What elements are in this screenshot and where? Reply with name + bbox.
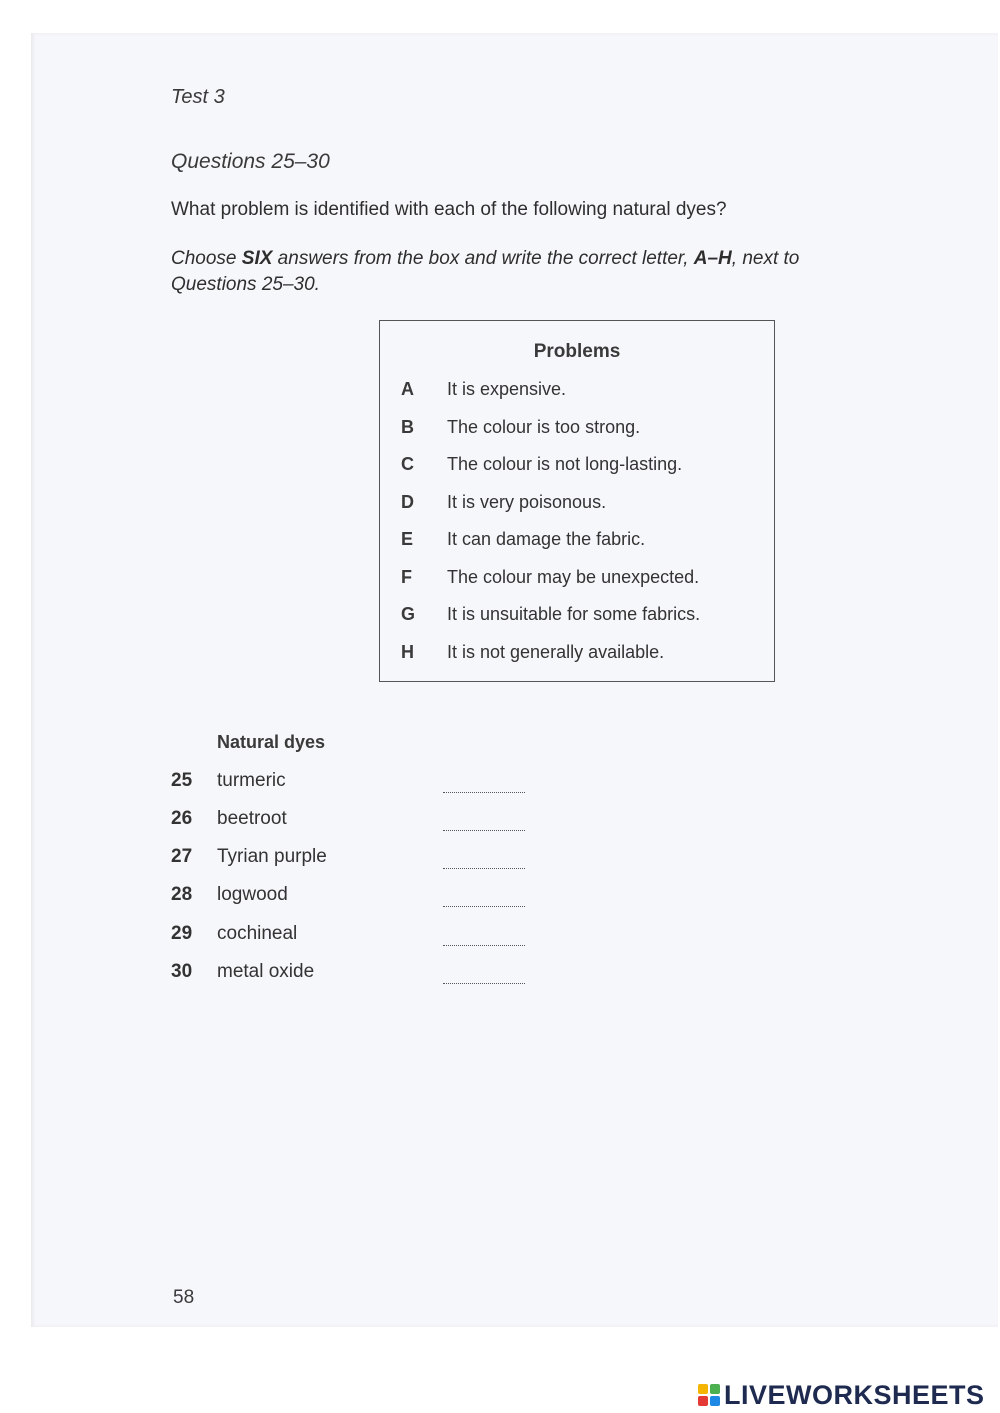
- dye-name: logwood: [217, 884, 288, 905]
- dye-question-row: [171, 923, 571, 951]
- problem-option: [380, 604, 774, 634]
- question-number: 30: [171, 961, 193, 982]
- instruction-bold-range: A–H: [693, 248, 732, 269]
- liveworksheets-logo-icon: [698, 1384, 720, 1406]
- instruction-part-3: , next to: [731, 248, 800, 269]
- logo-square-red: [698, 1396, 708, 1406]
- problem-option-letter: A: [401, 379, 414, 399]
- instruction-line-2: Questions 25–30.: [171, 274, 320, 295]
- instruction-part-1: Choose: [171, 248, 242, 269]
- problems-box-title: Problems: [533, 341, 621, 362]
- answer-input-28[interactable]: [443, 888, 525, 907]
- dye-question-row: [171, 808, 571, 836]
- instruction-line-1: [171, 246, 799, 272]
- problem-option-text: The colour may be unexpected.: [447, 566, 700, 587]
- instruction-text: [171, 246, 799, 298]
- dye-name: turmeric: [217, 770, 286, 791]
- dye-name: cochineal: [217, 923, 298, 944]
- problem-option-letter: G: [401, 604, 416, 624]
- problem-option: [380, 642, 774, 672]
- problem-option-letter: F: [401, 566, 412, 587]
- problem-option: [380, 529, 774, 559]
- brand-name: LIVEWORKSHEETS: [724, 1379, 985, 1410]
- question-number: 26: [171, 808, 193, 829]
- question-number: 29: [171, 923, 193, 944]
- dye-question-row: [171, 846, 571, 874]
- answer-input-27[interactable]: [443, 850, 525, 869]
- problem-option-text: It is expensive.: [447, 379, 567, 399]
- question-number: 25: [171, 770, 193, 791]
- answer-input-29[interactable]: [443, 927, 525, 946]
- answer-input-30[interactable]: [443, 965, 525, 984]
- problem-option: [380, 379, 774, 409]
- dye-name: metal oxide: [217, 961, 315, 982]
- test-label: Test 3: [171, 86, 225, 108]
- answer-input-26[interactable]: [443, 812, 525, 831]
- dye-question-row: [171, 770, 571, 798]
- logo-square-blue: [710, 1396, 720, 1406]
- question-text: What problem is identified with each of the following natural dyes?: [171, 199, 727, 220]
- problem-option-text: It is unsuitable for some fabrics.: [447, 604, 701, 624]
- problem-option-text: It is not generally available.: [447, 642, 665, 662]
- page-number: 58: [173, 1287, 195, 1308]
- question-number: 28: [171, 884, 193, 905]
- problem-option: [380, 567, 774, 597]
- natural-dyes-heading: Natural dyes: [217, 732, 326, 752]
- instruction-bold-six: SIX: [241, 248, 273, 269]
- problem-option-text: It can damage the fabric.: [447, 529, 646, 549]
- dye-name: beetroot: [217, 808, 287, 829]
- problem-option-text: The colour is not long-lasting.: [447, 454, 683, 474]
- problem-option-letter: E: [401, 529, 414, 549]
- problem-option: [380, 417, 774, 447]
- problem-option-text: It is very poisonous.: [447, 491, 607, 512]
- question-number: 27: [171, 846, 193, 867]
- instruction-part-2: answers from the box and write the correct letter,: [272, 248, 694, 269]
- problem-option: [380, 492, 774, 522]
- problem-option-letter: B: [401, 416, 414, 437]
- answer-input-25[interactable]: [443, 774, 525, 793]
- problem-option-letter: H: [401, 642, 414, 662]
- dye-name: Tyrian purple: [217, 846, 327, 867]
- problem-option-text: The colour is too strong.: [447, 416, 641, 437]
- dye-question-row: [171, 961, 571, 989]
- dye-question-row: [171, 884, 571, 912]
- problem-option: [380, 454, 774, 484]
- liveworksheets-brand[interactable]: [698, 1378, 985, 1412]
- section-title: Questions 25–30: [171, 150, 330, 173]
- problems-box: [379, 320, 775, 682]
- logo-square-yellow: [698, 1384, 708, 1394]
- problem-option-letter: D: [401, 491, 414, 512]
- problem-option-letter: C: [401, 454, 414, 474]
- logo-square-green: [710, 1384, 720, 1394]
